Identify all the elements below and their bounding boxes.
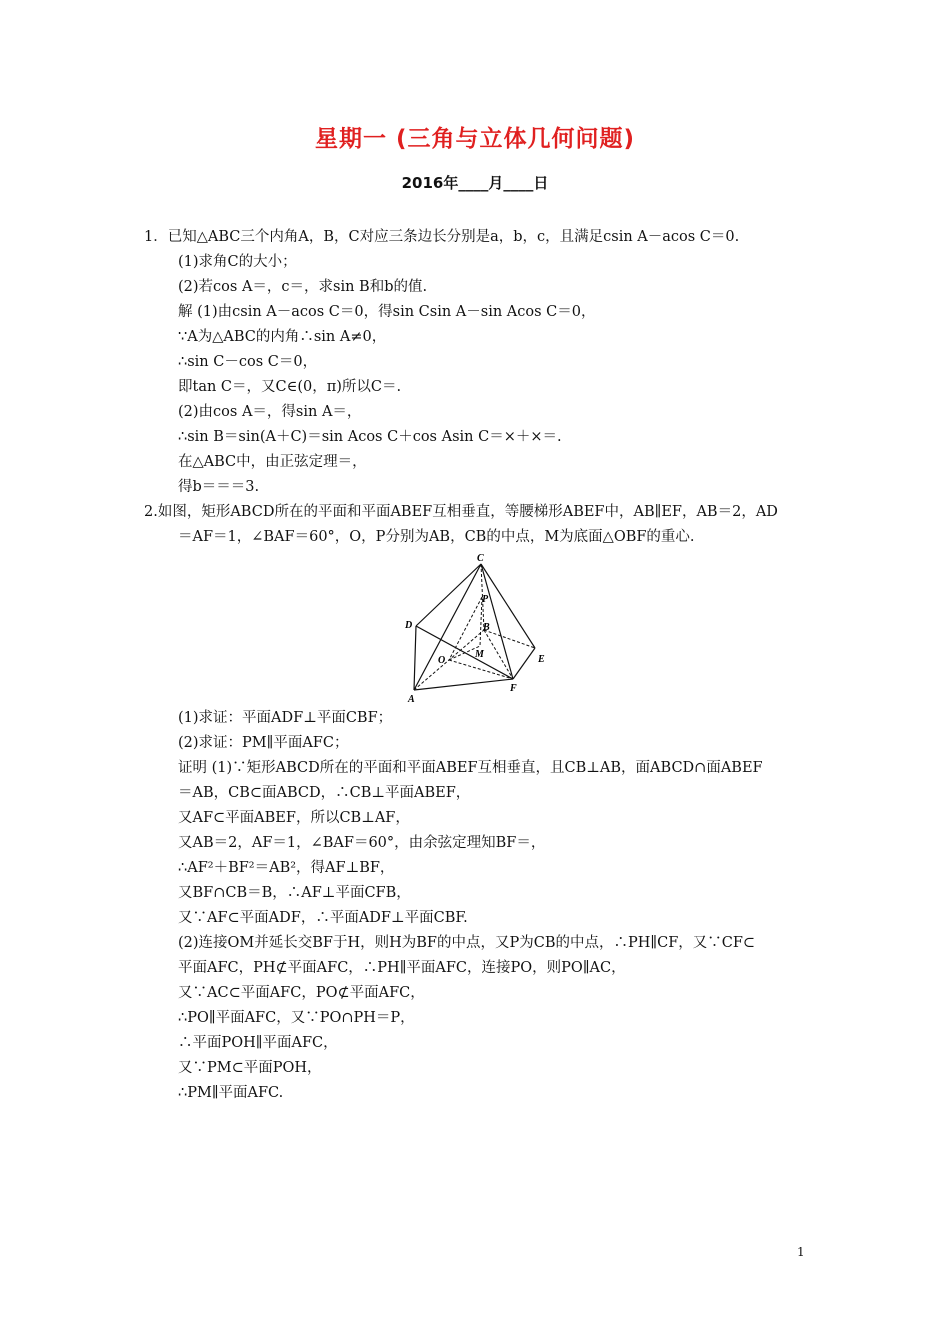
label-F: F: [510, 683, 517, 694]
problem-1-line: ∵A为△ABC的内角∴sin A≠0，: [178, 329, 387, 345]
geometry-figure: [398, 550, 558, 705]
problem-1-line: 解 (1)由csin A－acos C＝0，得sin Csin A－sin Acos C＝0，: [178, 304, 596, 320]
edge-EF: [513, 648, 535, 679]
problem-1-line: 在△ABC中，由正弦定理＝，: [178, 454, 367, 470]
problem-1-statement: 1．已知△ABC三个内角A，B，C对应三条边长分别是a，b，c，且满足csin A－acos C＝0.: [144, 229, 740, 245]
edge-CE: [481, 564, 535, 648]
problem-2-line: 证明 (1)∵矩形ABCD所在的平面和平面ABEF互相垂直，且CB⊥AB，面ABCD∩面ABEF: [178, 760, 763, 776]
date-line: 2016年____月____日: [401, 174, 549, 192]
problem-2-line: ∴PM∥平面AFC.: [178, 1085, 284, 1101]
problem-2-line: (1)求证：平面ADF⊥平面CBF；: [178, 710, 393, 726]
problem-1-line: (1)求角C的大小；: [178, 254, 297, 270]
edge-BE: [484, 630, 535, 648]
label-O: O: [438, 655, 446, 666]
edge-OF: [449, 660, 513, 679]
problem-2-line: ＝AB，CB⊂面ABCD，∴CB⊥平面ABEF，: [178, 785, 471, 801]
edge-DA: [414, 626, 416, 690]
problem-1-line: ∴sin C－cos C＝0，: [178, 354, 318, 370]
problem-2-line: 又AB＝2，AF＝1，∠BAF＝60°，由余弦定理知BF＝，: [178, 835, 546, 851]
problem-2-line: (2)求证：PM∥平面AFC；: [178, 735, 349, 751]
label-M: M: [475, 649, 484, 660]
problem-2-line: 平面AFC，PH⊄平面AFC，∴PH∥平面AFC，连接PO，则PO∥AC，: [178, 960, 626, 976]
edge-AF: [414, 679, 513, 690]
problem-2-line: ∴AF²＋BF²＝AB²，得AF⊥BF，: [178, 860, 395, 876]
label-B: B: [483, 622, 490, 633]
problem-2-line: (2)连接OM并延长交BF于H，则H为BF的中点，又P为CB的中点，∴PH∥CF，又∵CF⊂: [178, 935, 756, 951]
label-P: P: [482, 594, 489, 605]
problem-1-line: (2)若cos A＝，c＝，求sin B和b的值.: [178, 279, 428, 295]
problem-2-statement: 2.如图，矩形ABCD所在的平面和平面ABEF互相垂直，等腰梯形ABEF中，AB∥EF，AB＝2，AD: [144, 504, 778, 520]
label-E: E: [538, 654, 545, 665]
problem-2-line: 又BF∩CB＝B，∴AF⊥平面CFB，: [178, 885, 411, 901]
problem-1-line: 即tan C＝，又C∈(0，π)所以C＝.: [178, 379, 402, 395]
label-D: D: [405, 620, 413, 631]
problem-2-line: 又∵AC⊂平面AFC，PO⊄平面AFC，: [178, 985, 425, 1001]
problem-1-line: ∴sin B＝sin(A＋C)＝sin Acos C＋cos Asin C＝×＋×＝.: [178, 429, 562, 445]
page-title: 星期一 (三角与立体几何问题): [314, 126, 636, 152]
problem-1-line: (2)由cos A＝，得sin A＝，: [178, 404, 362, 420]
problem-1-line: 得b＝＝＝3.: [178, 479, 260, 495]
problem-2-line: 又∵PM⊂平面POH，: [178, 1060, 322, 1076]
label-A: A: [408, 694, 415, 705]
page-number: 1: [797, 1245, 805, 1259]
problem-2-line: 又∵AF⊂平面ADF，∴平面ADF⊥平面CBF.: [178, 910, 468, 926]
problem-2-line: 又AF⊂平面ABEF，所以CB⊥AF，: [178, 810, 410, 826]
edge-AC: [414, 564, 481, 690]
problem-2-line: ∴PO∥平面AFC，又∵PO∩PH＝P，: [178, 1010, 415, 1026]
problem-2-statement: ＝AF＝1，∠BAF＝60°，O，P分别为AB，CB的中点，M为底面△OBF的重心.: [178, 529, 695, 545]
problem-2-line: ∴平面POH∥平面AFC，: [178, 1035, 338, 1051]
label-C: C: [477, 553, 484, 564]
